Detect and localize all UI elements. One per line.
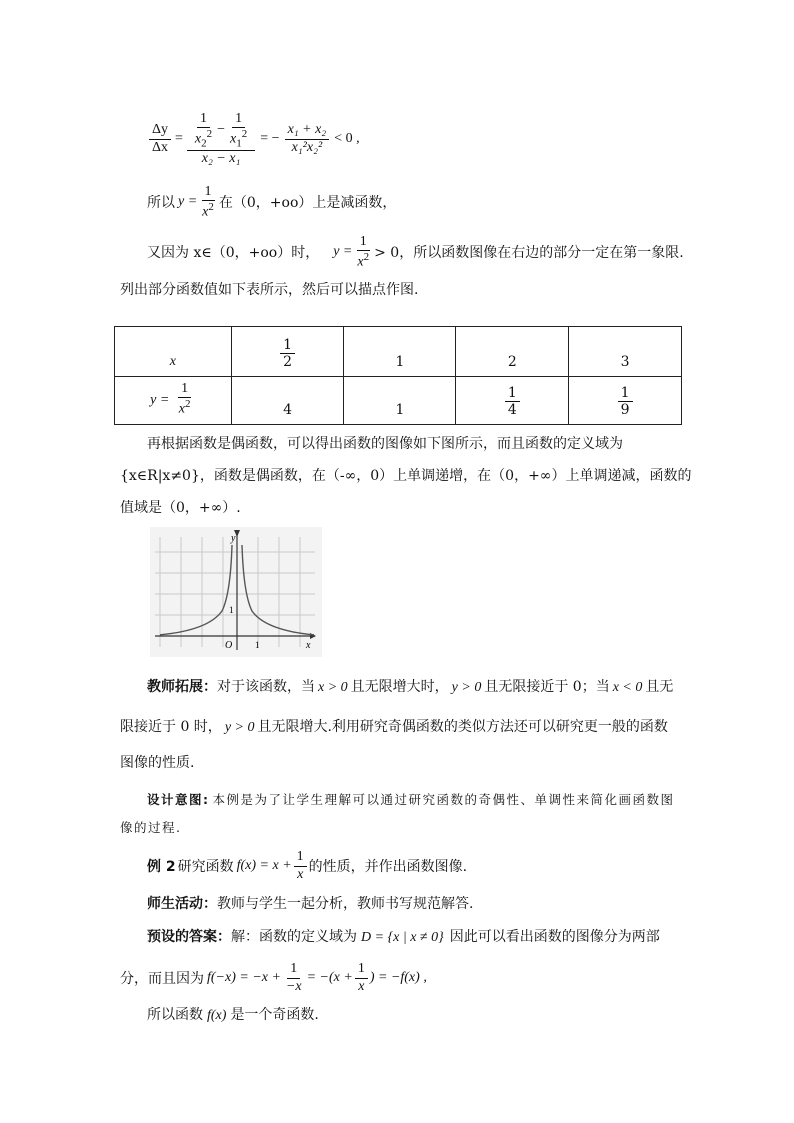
table-cell: 2: [456, 327, 569, 377]
x-tick-label: 1: [255, 640, 260, 650]
answer-line-3: 所以函数 f(x) 是一个奇函数.: [147, 1007, 319, 1023]
even-paragraph-line-3: 值域是（0，+∞）.: [120, 500, 241, 516]
x-axis-label: x: [306, 640, 311, 651]
table-row-y: [115, 377, 682, 425]
dy-dx-fraction: [149, 122, 171, 155]
num-one-b: 1: [232, 111, 245, 128]
even-paragraph-line-1: 再根据函数是偶函数，可以得出函数的图像如下图所示，而且函数的定义域为: [147, 436, 623, 452]
dy-text: Δy: [149, 122, 171, 139]
function-graph: [150, 527, 322, 657]
teacher-extension-line-2: 限接近于 0 时， y > 0 且无限增大.利用研究奇偶函数的类似方法还可以研究更一般的函数: [120, 719, 668, 735]
big-fraction-denominator: x₂ − x₁: [201, 151, 241, 167]
derivative-quotient-equation: $\frac{\Delta y}{\Delta x}$ = $\frac{1}{x_2^2}$ − $\frac{1}{x_1^2}$ x₂ − x₁ = − $\frac{\text{x₁ + x₂}}{\text{x₁²x₂²}}$ < 0 ,: [147, 104, 360, 174]
right-fraction: $\frac{\text{x₁ + x₂}}{\text{x₁²x₂²}}$: [285, 122, 330, 155]
table-cell: $\frac{1}{2}$: [231, 327, 344, 377]
table-intro: 列出部分函数值如下表所示，然后可以描点作图.: [120, 282, 419, 298]
y-axis-label: y: [231, 533, 236, 544]
design-intent-line-1: 设计意图: 本例是为了让学生理解可以通过研究函数的奇偶性、单调性来简化画函数图: [147, 792, 675, 807]
answer-line-2: 分，而且因为 f(−x) = −x + $\frac{1}{-x}$ = −(x + $\frac{1}{x}$ ) = −f(x) ,: [120, 961, 427, 994]
big-fraction: $\frac{1}{x_2^2}$ − $\frac{1}{x_1^2}$ x₂ − x₁: [187, 111, 255, 167]
grid-lines: [155, 537, 315, 647]
dx-text: Δx: [152, 139, 169, 155]
teacher-extension-line-3: 图像的性质.: [120, 755, 195, 771]
less-than-zero: < 0 ,: [334, 131, 360, 146]
teacher-student-activity: 师生活动：教师与学生一起分析，教师书写规范解答.: [147, 896, 474, 912]
table-cell: 3: [569, 327, 682, 377]
table-header-x: x: [115, 327, 232, 377]
graph-svg: [150, 527, 322, 657]
table-cell: $\frac{1}{9}$: [569, 377, 682, 425]
right-branch-curve: [242, 545, 314, 635]
num-one-a: 1: [197, 111, 210, 128]
decreasing-statement: 所以 y = $\frac{1}{x^2}$ 在（0，+oo）上是减函数，: [147, 183, 397, 220]
example-2: 例 2 研究函数 f(x) = x + $\frac{1}{x}$ 的性质，并作出函数图像.: [147, 849, 468, 882]
even-paragraph-line-2: {x∈R|x≠0}，函数是偶函数，在（-∞，0）上单调递增，在（0，+∞）上单调递减，函数的: [120, 468, 692, 484]
table-cell: 4: [231, 377, 344, 425]
table-cell: $\frac{1}{4}$: [456, 377, 569, 425]
table-cell: 1: [344, 327, 456, 377]
origin-label: O: [225, 640, 233, 651]
answer-line-1: 预设的答案：解：函数的定义域为 D = {x | x ≠ 0} 因此可以看出函数的图像分为两部: [147, 929, 660, 945]
table-row-x: [115, 327, 682, 377]
because-statement: 又因为 x∈（0，+oo）时， y = $\frac{1}{x^2}$ > 0，所以函数图像在右边的部分一定在第一象限.: [147, 233, 684, 270]
table-header-y: y = $\frac{1}{x^2}$: [115, 377, 232, 425]
design-intent-line-2: 像的过程.: [120, 820, 182, 835]
value-table: [114, 326, 682, 425]
table-cell: 1: [344, 377, 456, 425]
teacher-extension-line-1: 教师拓展：对于该函数，当 x > 0 且无限增大时， y > 0 且无限接近于 0；当 x < 0 且无: [147, 679, 674, 695]
left-branch-curve: [160, 545, 232, 635]
y-tick-label: 1: [229, 605, 234, 615]
equals-negative: = −: [260, 131, 280, 146]
